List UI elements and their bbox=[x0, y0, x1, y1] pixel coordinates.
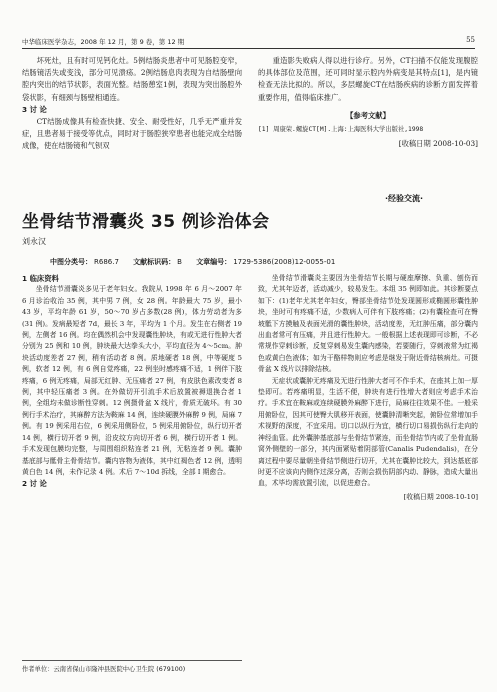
doc-code-value: B bbox=[177, 258, 182, 266]
page-number: 55 bbox=[466, 36, 475, 44]
section-heading: 2 讨 论 bbox=[22, 479, 47, 489]
clc-value: R686.7 bbox=[94, 258, 119, 266]
received-date: [收稿日期 2008-10-10] bbox=[403, 492, 478, 501]
reference-item: [1] 周康荣.螺旋CT[M].上海:上海医科大学出版社,1998 bbox=[258, 126, 424, 134]
footnote-divider bbox=[22, 660, 242, 661]
received-date: [收稿日期 2008-10-03] bbox=[398, 138, 478, 148]
lower-left-column bbox=[22, 273, 242, 490]
doc-code-label: 文献标识码： bbox=[133, 258, 176, 266]
clinical-data-paragraph: 坐骨结节滑囊炎多见于老年妇女。我院从 1998 年 6 月～2007 年 6 月诊治收治 35 例，其中男 7 例，女 28 例。年龄最大 75 岁，最小 43 岁，平均年龄 61 岁，50～70 岁占多数(28 例)，体力劳动者为多(31 例)。发病最短者 7d，最长 3 年，平均为 1 个月。发生在右侧者 19 例，左侧者 16 例。均在偶然机会中发现囊性肿块，有或无进行性肿大者分别为 25 例和 10 例，肿块最大达拳头大小，平均直径为 4～5cm。肿块活动度差者 27 例，稍有活动者 8 例。质地硬者 18 例，中等硬度 5 例，软者 12 例，有 6 例自觉疼痛，22 例坐时感疼痛不适，1 例伴下肢疼痛，6 例无疼痛，局部无红肿、无压痛者 27 例，有皮肤色素改变者 8 例，其中轻压痛者 3 例。在外做切开引流手术后放置被褥退换合者 1 例，全组均未做诊断性穿刺。12 例摄骨盆 X 线片，骨质无破坏。有 30 例行手术治疗，其麻醉方法为鞍麻 14 例，连续硬膜外麻醉 9 例，局麻 7 例。有 19 例采用右位，6 例采用侧卧位，5 例采用俯卧位，纵行切开者 14 例，横行切开者 9 例，沿皮纹方向切开者 6 例，横行切开者 1 例。手术发现包膜均完整，与周围组织粘连者 21 例，无粘连者 9 例。囊肿基底部与骶骨主骨骨结节。囊内容物为液体，其中红褐色者 12 例，透明黄白色 14 例，未作记录 4 例。术后 7～10d 拆线，全部 I 期愈合。 bbox=[22, 285, 242, 476]
discussion-paragraph-2: 无症状或囊肿无疼痛及无进行性肿大者可不作手术，在座其上加一厚垫即可。若疼痛明显，生活不便，肿块有进行性增大者则应考虑手术治疗。手术宜在鞍麻或连续硬膜外麻醉下进行，局麻往往效果不佳。一般采用俯卧位，因其可使臀大肌移开表面，使囊肿清晰突起，俯卧位常增加手术视野的深度，不宜采用。切口以纵行为宜，横行切口易损伤纵行走向的神经血管。此外囊肿基底部与坐骨结节紧连，而坐骨结节内或了坐骨直肠窝外侧壁的一部分，其内面紧贴着阴部管(Canalis Pudendalis)，在分离过程中要尽量朝坐骨结节侧进行切开，尤其在囊肿比较大，到达基底部时更不应该向内侧作过深分离，否则会损伤阴部内动、静脉，造成大量出血，术毕均需放置引流，以促进愈合。 bbox=[258, 376, 478, 488]
top-left-column bbox=[22, 55, 242, 153]
article-id-label: 文章编号： bbox=[196, 258, 232, 266]
top-right-column bbox=[258, 55, 478, 150]
results-paragraph: 坏死灶，且有时可见钙化灶。5例结肠炎患者中可见肠腔变窄，结肠镜活失或变浅，部分可见溃疡。2例结肠息肉表现为自结肠壁向腔内突出的结节状影，表面光整。结肠憩室1例，表现为突出肠腔外袋状影，有细颈与肠壁相通连。 bbox=[22, 56, 242, 102]
article-title: 坐骨结节滑囊炎 35 例诊治体会 bbox=[22, 212, 270, 232]
running-header bbox=[22, 36, 475, 49]
section-heading: 1 临床资料 bbox=[22, 274, 59, 283]
discussion-paragraph: CT结肠成像具有检查快捷、安全、耐受性好，几乎无严重并发症，且患者易于接受等优点，同时对于肠腔狭窄患者也能完成全结肠成像，使在结肠镜和气钡双 bbox=[22, 117, 242, 151]
article-id-value: 1729-5386(2008)12-0055-01 bbox=[233, 258, 336, 266]
article-meta bbox=[50, 257, 335, 267]
author-name: 刘永汉 bbox=[22, 237, 46, 246]
discussion-paragraph-1: 坐骨结节滑囊炎主要因为坐骨结节长期与硬座摩擦、负重、刨伤而致，尤其年迈者，活动减少，较易发生。本组 35 例即如此。其诊断要点如下：(1)老年尤其老年妇女，臀部坐骨结节处发现圆形或椭圆形囊性肿块，坐时可有疼痛不适，少数病人可伴有下肢疼痛；(2)有囊检查可在臀坡骶下方摸触及表面光滑的囊性肿块，活动度差，无红肿压痛，部分囊内出血者常可有压痛，并且进行性肿大。一般根据上述表现即可诊断，不必常规作穿刺诊断，反复穿刺易发生囊内感染，若要随行，穿刺液常为红褐色或黄白色液体；如为干酪样物则应考虑是继发于附近骨结核病灶。可摄骨盆 X 线片以排除结核。 bbox=[258, 274, 478, 374]
lower-right-column bbox=[258, 273, 478, 503]
references-heading: 【参考文献】 bbox=[346, 110, 390, 120]
conclusion-paragraph: 重造影失败病人得以进行诊疗。另外，CT扫描不仅能发现腹腔的具体部位及范围，还可同时显示腔内外病变是其特点[1]，是内镜检查无法比拟的。所以，多层螺旋CT在结肠疾病的诊断方面发挥着重要作用，值得临床推广。 bbox=[258, 56, 478, 102]
author-affiliation: 作者单位：云南省保山市隆冲县医院中心卫生院 (679100) bbox=[22, 666, 186, 673]
section-heading: 3 讨 论 bbox=[22, 104, 47, 114]
column-tag: ·经验交流· bbox=[385, 194, 424, 203]
clc-label: 中图分类号： bbox=[50, 258, 92, 266]
journal-citation: 中华临床医学杂志，2008 年 12 月，第 9 卷，第 12 期 bbox=[22, 38, 185, 46]
